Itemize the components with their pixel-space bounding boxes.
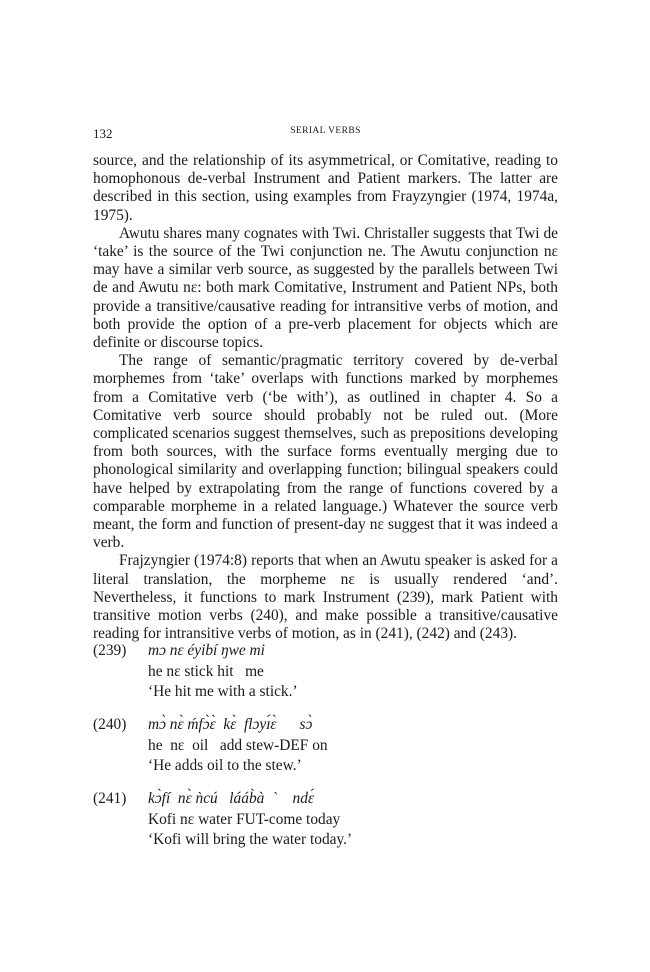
example-lines — [148, 715, 558, 777]
example-number: (241) — [93, 790, 127, 807]
example-translation-line: ‘He adds oil to the stew.’ — [148, 757, 302, 774]
example-lines — [148, 641, 558, 703]
paragraph: Awutu shares many cognates with Twi. Christaller suggests that Twi de ‘take’ is the source of the Twi conjunction ne. The Awutu conjunction nɛ may have a similar verb source, as suggested by the parallels between Twi de and Awutu nɛ: both mark Comitative, Instrument and Patient NPs, both provide a transitive/causative reading for intransitive verbs of motion, and both provide the option of a pre-verb placement for objects which are definite or discourse topics. — [93, 224, 558, 352]
example-gloss-line: Kofi nɛ water FUT-come today — [148, 810, 341, 828]
example-translation-line: ‘Kofi will bring the water today.’ — [148, 831, 353, 848]
example-lines — [148, 789, 558, 851]
page-number: 132 — [93, 126, 113, 141]
example-number: (240) — [93, 716, 127, 733]
example-translation-line: ‘He hit me with a stick.’ — [148, 683, 298, 700]
example-vernacular-line: kɔ̀fí nɛ̀ ǹcú lááb̀à ` ndɛ́ — [148, 790, 315, 807]
example-gloss-line: he nɛ stick hit me — [148, 662, 264, 680]
paragraph: Frajzyngier (1974:8) reports that when an Awutu speaker is asked for a literal translation, the morpheme nɛ is usually rendered ‘and’. Nevertheless, it functions to mark Instrument (239), mark Patient with transitive motion verbs (240), and make possible a transitive/causative reading for intransitive verbs of motion, as in (241), (242) and (243). — [93, 552, 558, 643]
paragraph: source, and the relationship of its asymmetrical, or Comitative, reading to homophonous de-verbal Instrument and Patient markers. The latter are described in this section, using examples from Frayzyngier (1974, 1974a, 1975). — [93, 152, 558, 224]
example-vernacular-line: mɔ nɛ éyibí ŋwe mi — [148, 642, 265, 659]
paragraph: The range of semantic/pragmatic territory covered by de-verbal morphemes from ‘take’ overlaps with functions marked by morphemes from a Comitative verb (‘be with’), as outlined in chapter 4. So a Comitative verb source should probably not be ruled out. (More complicated scenarios suggest themselves, such as prepositions developing from both sources, with the surface forms eventually merging due to phonological similarity and overlapping function; bilingual speakers could have helped by extrapolating from the range of functions covered by a comparable morpheme in a related language.) Whatever the source verb meant, the form and function of present-day nɛ suggest that it was indeed a verb. — [93, 352, 558, 552]
example-vernacular-line: mɔ̀ nɛ̀ ḿfɔ̀ɛ̀ kɛ̀ flɔyɪ́ɛ̀ sɔ̀ — [148, 716, 313, 733]
body-text — [93, 152, 558, 643]
example-gloss-line: he nɛ oil add stew-DEF on — [148, 736, 328, 754]
running-title: SERIAL VERBS — [290, 126, 361, 136]
example-number: (239) — [93, 642, 127, 659]
running-head — [93, 126, 558, 142]
